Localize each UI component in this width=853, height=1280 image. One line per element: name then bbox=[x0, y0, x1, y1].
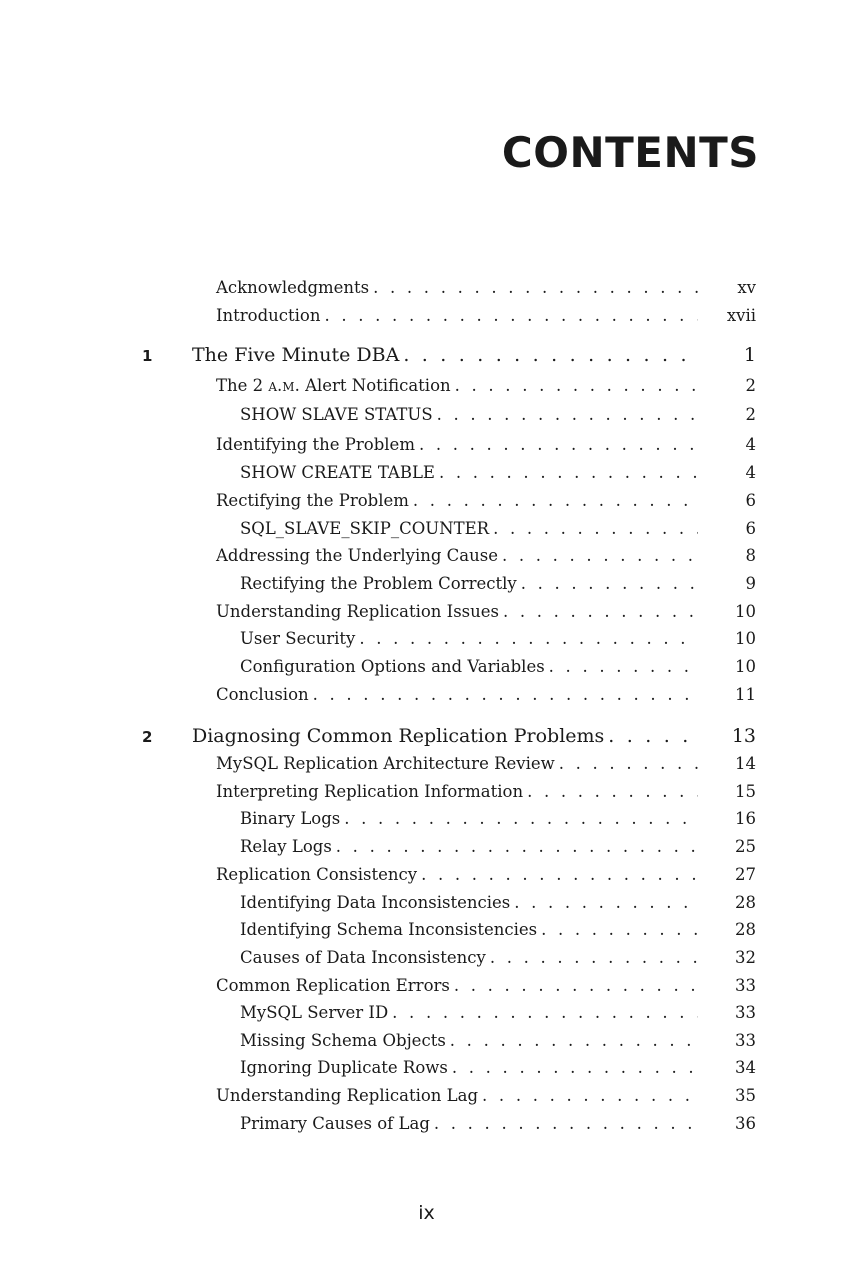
leader-dots bbox=[437, 405, 698, 424]
toc-entry-page: 10 bbox=[735, 602, 756, 621]
leader-dots bbox=[450, 1031, 698, 1050]
leader-dots bbox=[325, 306, 699, 325]
leader-dots bbox=[403, 344, 698, 366]
toc-entry-section bbox=[216, 435, 698, 459]
toc-entry-chapter bbox=[192, 344, 698, 368]
toc-entry-section bbox=[216, 754, 698, 778]
toc-entry-subsection bbox=[240, 1031, 698, 1055]
toc-entry-subsection bbox=[240, 893, 698, 917]
toc-entry-page: 11 bbox=[735, 685, 756, 704]
toc-entry-page: 4 bbox=[745, 435, 756, 454]
toc-entry-page: 28 bbox=[735, 893, 756, 912]
toc-entry-page: 6 bbox=[745, 519, 756, 538]
leader-dots bbox=[514, 893, 698, 912]
toc-entry-title: SQL_SLAVE_SKIP_COUNTER bbox=[240, 519, 493, 538]
toc-entry-page: 1 bbox=[743, 344, 756, 366]
toc-entry-section bbox=[216, 546, 698, 570]
leader-dots bbox=[502, 546, 698, 565]
toc-entry-section bbox=[216, 685, 698, 709]
toc-entry-title: Conclusion bbox=[216, 685, 313, 704]
toc-entry-subsection bbox=[240, 948, 698, 972]
toc-entry-title: Binary Logs bbox=[240, 809, 344, 828]
leader-dots bbox=[452, 1058, 698, 1077]
toc-entry-page: 9 bbox=[745, 574, 756, 593]
toc-entry-subsection bbox=[240, 809, 698, 833]
leader-dots bbox=[482, 1086, 698, 1105]
toc-entry-section bbox=[216, 1086, 698, 1110]
toc-entry-title: Addressing the Underlying Cause bbox=[216, 546, 502, 565]
toc-entry-section bbox=[216, 376, 698, 400]
toc-entry-subsection bbox=[240, 463, 698, 487]
leader-dots bbox=[413, 491, 698, 510]
leader-dots bbox=[313, 685, 698, 704]
toc-entry-title: Identifying Schema Inconsistencies bbox=[240, 920, 541, 939]
leader-dots bbox=[336, 837, 698, 856]
toc-entry-subsection bbox=[240, 1058, 698, 1082]
toc-entry-title: The 2 a.m. Alert Notification bbox=[216, 376, 455, 395]
toc-entry-page: 14 bbox=[735, 754, 756, 773]
toc-entry-title: Identifying Data Inconsistencies bbox=[240, 893, 514, 912]
toc-entry-page: 36 bbox=[735, 1114, 756, 1133]
toc-entry-page: 27 bbox=[735, 865, 756, 884]
leader-dots bbox=[454, 976, 698, 995]
leader-dots bbox=[373, 278, 698, 297]
toc-entry-title: Understanding Replication Issues bbox=[216, 602, 503, 621]
toc-entry-section bbox=[216, 782, 698, 806]
toc-entry-section bbox=[216, 306, 698, 330]
page-number: ix bbox=[418, 1202, 435, 1224]
toc-entry-subsection bbox=[240, 837, 698, 861]
toc-entry-title: Causes of Data Inconsistency bbox=[240, 948, 490, 967]
toc-entry-subsection bbox=[240, 657, 698, 681]
chapter-number: 1 bbox=[142, 347, 153, 365]
toc-entry-subsection bbox=[240, 405, 698, 429]
toc-entry-page: 4 bbox=[745, 463, 756, 482]
toc-entry-title: MySQL Replication Architecture Review bbox=[216, 754, 559, 773]
toc-entry-page: 28 bbox=[735, 920, 756, 939]
toc-entry-title: Rectifying the Problem bbox=[216, 491, 413, 510]
toc-entry-page: 32 bbox=[735, 948, 756, 967]
toc-entry-section bbox=[216, 602, 698, 626]
toc-entry-title: The Five Minute DBA bbox=[192, 344, 403, 366]
toc-entry-title: Acknowledgments bbox=[216, 278, 373, 297]
toc-entry-section bbox=[216, 278, 698, 302]
toc-entry-page: 34 bbox=[735, 1058, 756, 1077]
toc-entry-page: 33 bbox=[735, 1003, 756, 1022]
leader-dots bbox=[392, 1003, 698, 1022]
page-title: CONTENTS bbox=[501, 128, 759, 177]
leader-dots bbox=[490, 948, 698, 967]
toc-entry-page: 33 bbox=[735, 976, 756, 995]
toc-entry-page: 6 bbox=[745, 491, 756, 510]
toc-entry-title: Interpreting Replication Information bbox=[216, 782, 527, 801]
toc-entry-title: Relay Logs bbox=[240, 837, 336, 856]
toc-entry-page: 33 bbox=[735, 1031, 756, 1050]
toc-entry-title: Diagnosing Common Replication Problems bbox=[192, 725, 608, 747]
toc-entry-title: User Security bbox=[240, 629, 359, 648]
toc-entry-title: Missing Schema Objects bbox=[240, 1031, 450, 1050]
leader-dots bbox=[527, 782, 698, 801]
toc-entry-page: 2 bbox=[745, 405, 756, 424]
toc-entry-page: 16 bbox=[735, 809, 756, 828]
chapter-number: 2 bbox=[142, 728, 153, 746]
leader-dots bbox=[503, 602, 698, 621]
toc-entry-page: 15 bbox=[735, 782, 756, 801]
toc-entry-page: xv bbox=[737, 278, 756, 297]
leader-dots bbox=[434, 1114, 698, 1133]
toc-entry-title: Ignoring Duplicate Rows bbox=[240, 1058, 452, 1077]
toc-entry-page: 8 bbox=[745, 546, 756, 565]
toc-entry-title: Understanding Replication Lag bbox=[216, 1086, 482, 1105]
toc-entry-title: SHOW CREATE TABLE bbox=[240, 463, 439, 482]
toc-entry-subsection bbox=[240, 1003, 698, 1027]
toc-entry-subsection bbox=[240, 1114, 698, 1138]
toc-entry-subsection bbox=[240, 519, 698, 543]
toc-entry-page: 25 bbox=[735, 837, 756, 856]
toc-entry-page: 13 bbox=[731, 725, 756, 747]
toc-entry-title: Identifying the Problem bbox=[216, 435, 419, 454]
leader-dots bbox=[419, 435, 698, 454]
toc-entry-page: 2 bbox=[745, 376, 756, 395]
toc-entry-title: SHOW SLAVE STATUS bbox=[240, 405, 437, 424]
leader-dots bbox=[344, 809, 698, 828]
leader-dots bbox=[608, 725, 698, 747]
toc-entry-title: Configuration Options and Variables bbox=[240, 657, 549, 676]
leader-dots bbox=[521, 574, 698, 593]
leader-dots bbox=[359, 629, 698, 648]
toc-entry-section bbox=[216, 491, 698, 515]
toc-entry-title: Common Replication Errors bbox=[216, 976, 454, 995]
toc-entry-section bbox=[216, 865, 698, 889]
leader-dots bbox=[493, 519, 698, 538]
toc-entry-page: 35 bbox=[735, 1086, 756, 1105]
toc-entry-title: Introduction bbox=[216, 306, 325, 325]
leader-dots bbox=[541, 920, 698, 939]
toc-entry-page: 10 bbox=[735, 657, 756, 676]
toc-entry-title: Rectifying the Problem Correctly bbox=[240, 574, 521, 593]
toc-entry-subsection bbox=[240, 629, 698, 653]
leader-dots bbox=[421, 865, 698, 884]
toc-entry-section bbox=[216, 976, 698, 1000]
leader-dots bbox=[549, 657, 698, 676]
toc-entry-chapter bbox=[192, 725, 698, 749]
toc-entry-title: Replication Consistency bbox=[216, 865, 421, 884]
toc-entry-title: MySQL Server ID bbox=[240, 1003, 392, 1022]
toc-entry-subsection bbox=[240, 920, 698, 944]
leader-dots bbox=[559, 754, 698, 773]
toc-entry-subsection bbox=[240, 574, 698, 598]
leader-dots bbox=[455, 376, 698, 395]
toc-entry-title: Primary Causes of Lag bbox=[240, 1114, 434, 1133]
toc-entry-page: xvii bbox=[726, 306, 756, 325]
leader-dots bbox=[439, 463, 698, 482]
toc-entry-page: 10 bbox=[735, 629, 756, 648]
